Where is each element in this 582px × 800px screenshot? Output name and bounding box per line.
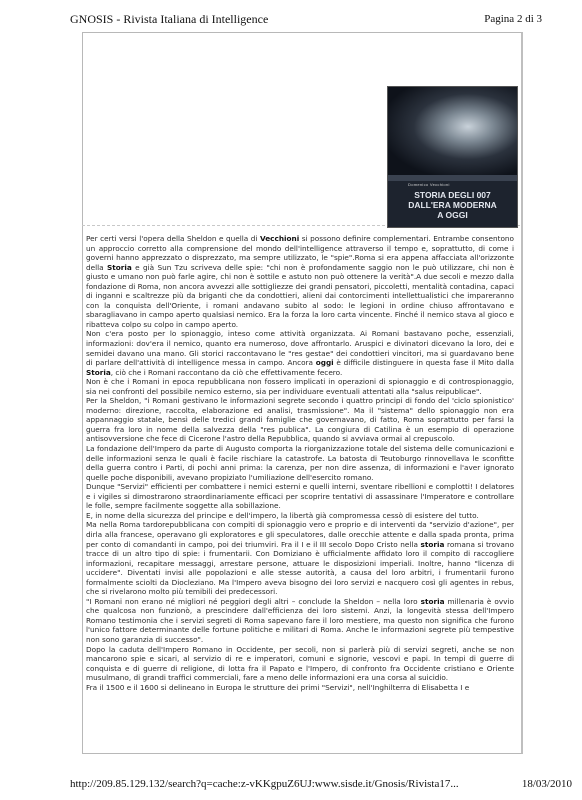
article-paragraph: Fra il 1500 e il 1600 si delineano in Europa le strutture dei primi "Servizi", nell'Inghilterra di Elisabetta I e <box>86 682 470 692</box>
page-number: Pagina 2 di 3 <box>484 13 542 25</box>
article-paragraph: "I Romani non erano né migliori né peggiori degli altri – conclude la Sheldon – nella loro storia millenaria è ovvio che qualcosa non funzionò, a prescindere dall'efficienza dei loro sistemi. Anzi, la longevità stessa dell'Impero Romano testimonia che i servizi segreti di Roma sapevano fare il loro mestiere, ma questo non significa che furono l'unico fattore determinante delle fortune politiche e militari di Roma. Anche le informazioni segrete più tempestive non sono garanzia di successo". <box>86 596 514 644</box>
article-paragraph: La fondazione dell'Impero da parte di Augusto comporta la riorganizzazione totale del sistema delle comunicazioni e delle informazioni senza le quali è facile rischiare la catastrofe. La batosta di Teutoburgo rinnovellava le sconfitte della guerra contro i Parti, di pochi anni prima: la carenza, per non dire assenza, di informazioni e l'aver ignorato quelle poche disponibili, avevano propiziato l'umiliazione dell'esercito romano. <box>86 444 514 482</box>
book-cover-image <box>387 86 518 228</box>
article-paragraph: Ma nella Roma tardorepubblicana con compiti di spionaggio vero e proprio e di interventi da "servizio d'azione", per dirla alla francese, operavano gli exploratores e gli speculatores, dalle orecchie attente e dalla spada pronta, prima per conto di comandanti in campo, poi dei triumviri. Fra il I e il III secolo Dopo Cristo nella storia romana si trovano tracce di un altro tipo di spie: i frumentarii. Con Domiziano è ufficialmente affidato loro il compito di raccogliere informazioni, recapitare messaggi, arrestare persone, attuare le disposizioni imperiali. Inoltre, hanno "licenza di uccidere". Diventati invisi alle popolazioni e alle stesse autorità, a causa del loro arbitri, i frumentarii furono formalmente sciolti da Diocleziano. Ma l'Impero aveva bisogno dei loro servizi e nacquero così gli agentes in rebus, che si rivelarono molto più temibili dei predecessori. <box>86 520 514 597</box>
article-paragraph: Dunque "Servizi" efficienti per combattere i nemici esterni e quelli interni, sventare ribellioni e complotti! I delatores e i vigiles si dimostrarono straordinariamente efficaci per scoprire tentativi di assassinare l'Imperatore e controllare le folle, sempre facilmente soggette alla sobillazione. <box>86 482 514 511</box>
article-body <box>86 234 514 692</box>
book-title: STORIA DEGLI 007 DALL'ERA MODERNA A OGGI <box>408 190 497 220</box>
print-date: 18/03/2010 <box>521 778 572 790</box>
book-author: Domenico Vecchioni <box>408 182 450 187</box>
cover-photo <box>388 87 517 175</box>
article-paragraph: Non è che i Romani in epoca repubblicana non fossero implicati in operazioni di spionaggio e di controspionaggio, sia nei confronti del possibile nemico esterno, sia per individuare eventuali attentati alla "salus reipublicae". <box>86 377 514 396</box>
cover-strip <box>388 175 517 181</box>
article-paragraph: Dopo la caduta dell'Impero Romano in Occidente, per secoli, non si parlerà più di servizi segreti, anche se non mancarono spie e sicari, al servizio di re e imperatori, comuni e signorie, vescovi e papi. In tempi di guerre di conquista e di guerre di religione, di lotta fra il Papato e l'Impero, di confronto fra Occidente cristiano e Oriente musulmano, di grandi traffici commerciali, fare a meno delle informazioni era una corsa al suicidio. <box>86 644 514 683</box>
page-url: http://209.85.129.132/search?q=cache:z-vKKgpuZ6UJ:www.sisde.it/Gnosis/Rivista17... <box>70 778 459 790</box>
article-paragraph: Per la Sheldon, "i Romani gestivano le informazioni segrete secondo i quattro principi di fondo del 'ciclo spionistico' moderno: direzione, raccolta, elaborazione ed analisi, trasmissione". Ma il "sistema" dello spionaggio non era appannaggio statale, bensì delle tredici grandi famiglie che governavano, di fatto, Roma soprattutto per farsi la guerra fra loro in nome della salvezza della "res publica". La congiura di Catilina è un esempio di operazione antisovversione che fece di Cicerone l'astro della Repubblica, quando si avviava ormai al crepuscolo. <box>86 396 514 444</box>
article-paragraph: Per certi versi l'opera della Sheldon e quella di Vecchioni si possono definire complementari. Entrambe consentono un approccio corretto alla comprensione del mondo dell'intelligence attraverso il tempo e, soprattutto, di come i governi hanno apprezzato o disprezzato, ma sempre utilizzato, le "spie".Roma si era appena affacciata all'orizzonte della Storia e già Sun Tzu scriveva delle spie: "chi non è profondamente saggio non le può utilizzare, chi non è giusto e umano non può farle agire, chi non è sottile e astuto non può ottenere la verità".A due secoli e mezzo dalla fondazione di Roma, non ancora avvezzi alle sottigliezze dei grandi pensatori, piccoletti, mentalità contadina, capaci di inganni e scaltrezze più da briganti che da condottieri, alieni dai contorcimenti intellettualistici che impareranno con la conquista dell'Oriente, i romani andavano subito al sodo: le legioni in ordine chiuso affrontavano e sbaragliavano in campo aperto qualsiasi nemico. Era la forza la loro carta vincente. Finché il nemico stava al gioco e ribatteva colpo su colpo in campo aperto. <box>86 234 515 329</box>
article-paragraph: Non c'era posto per lo spionaggio, inteso come attività organizzata. Ai Romani bastavano poche, essenziali, informazioni: dov'era il nemico, quanto era numeroso, dove affrontarlo. Aruspici e divinatori dicevano la loro, dei e semidei davano una mano. Gli storici raccontavano le "res gestae" dei condottieri vincitori, ma si guardavano bene di parlare dell'attività di intelligence messa in campo. Ancora oggi è difficile distinguere in questa fase il Mito dalla Storia, ciò che i Romani raccontano da ciò che effettivamente fecero. <box>86 329 514 377</box>
article-paragraph: E, in nome della sicurezza del principe e dell'impero, la libertà già compromessa cessò di esistere del tutto. <box>86 510 479 520</box>
header-title: GNOSIS - Rivista Italiana di Intelligence <box>70 12 269 26</box>
